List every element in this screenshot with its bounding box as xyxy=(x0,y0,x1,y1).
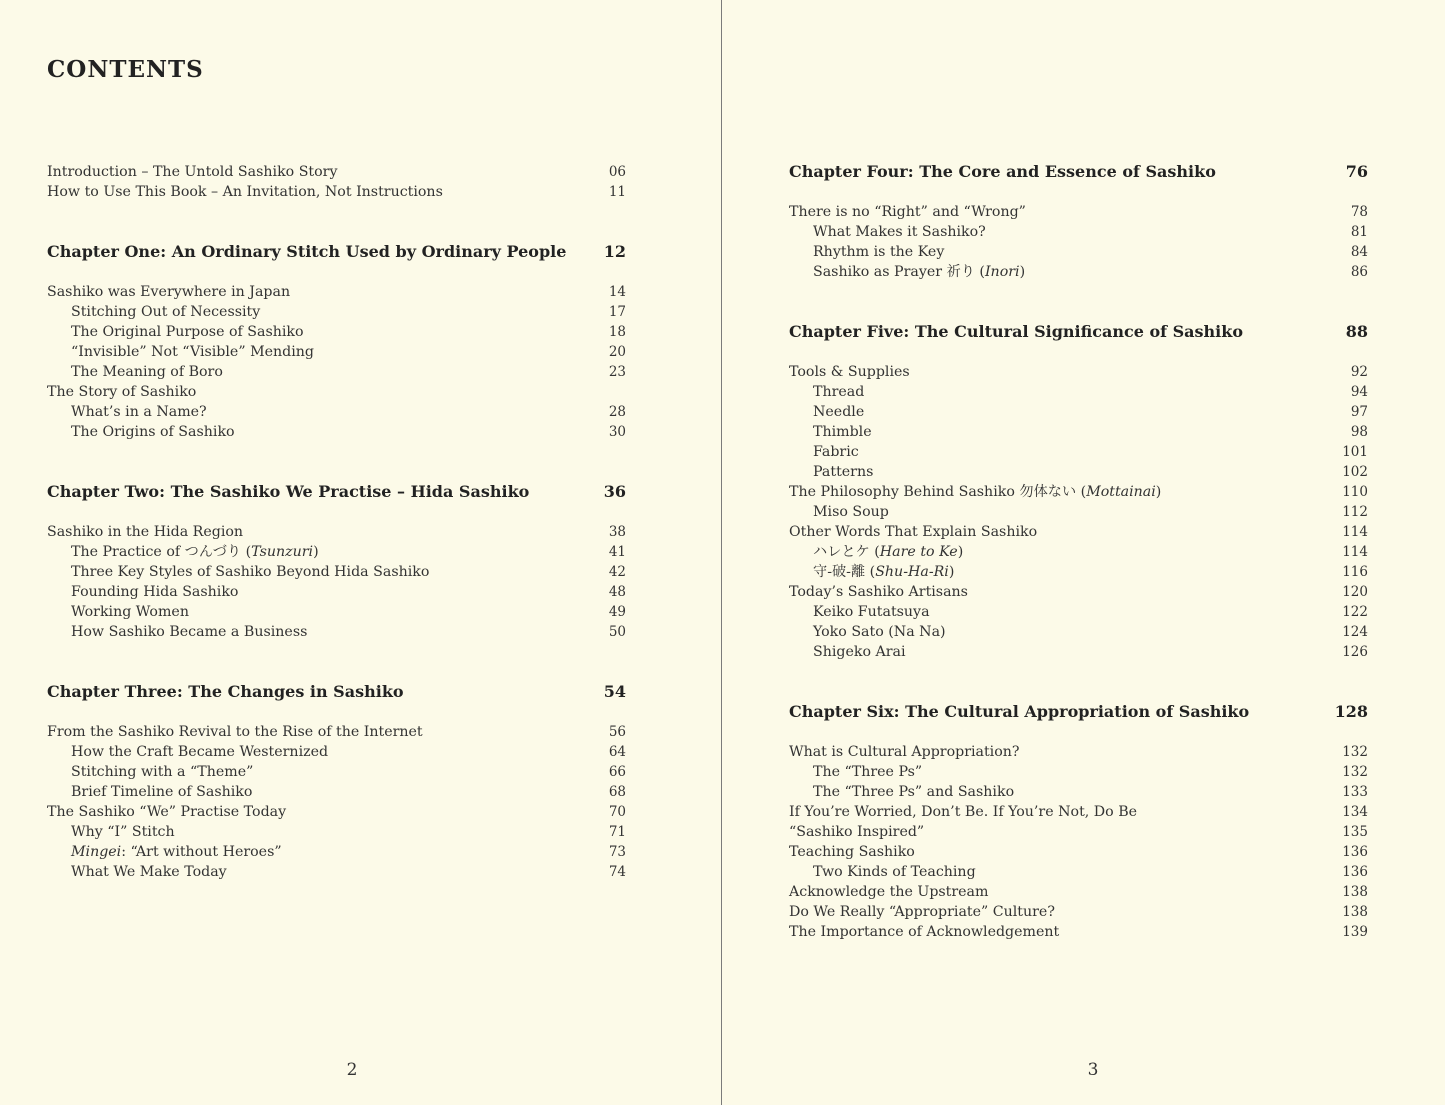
toc-subentry[interactable] xyxy=(789,382,1368,402)
entry-page: 74 xyxy=(608,864,626,880)
toc-subentry[interactable] xyxy=(47,402,626,422)
entry-page: 138 xyxy=(1342,884,1368,900)
toc-entry[interactable] xyxy=(47,802,626,822)
chapter-heading-6[interactable] xyxy=(789,702,1368,722)
chapter-title: Chapter Three: The Changes in Sashiko xyxy=(47,682,404,701)
toc-subentry[interactable] xyxy=(789,862,1368,882)
entry-page: 120 xyxy=(1342,584,1368,600)
toc-entry[interactable] xyxy=(47,722,626,742)
entry-title: Keiko Futatsuya xyxy=(813,604,930,620)
entry-title: Teaching Sashiko xyxy=(789,844,915,860)
entry-title: The Original Purpose of Sashiko xyxy=(71,324,304,340)
toc-subentry[interactable] xyxy=(789,422,1368,442)
toc-subentry[interactable] xyxy=(789,502,1368,522)
entry-title: Stitching Out of Necessity xyxy=(71,304,261,320)
toc-subentry[interactable] xyxy=(47,422,626,442)
entry-title: Sashiko was Everywhere in Japan xyxy=(47,284,291,300)
entry-page: 06 xyxy=(608,164,626,180)
entry-page: 124 xyxy=(1342,624,1368,640)
toc-subentry[interactable] xyxy=(789,402,1368,422)
entry-title: If You’re Worried, Don’t Be. If You’re Not, Do Be xyxy=(789,804,1138,820)
contents-heading: CONTENTS xyxy=(47,56,204,83)
entry-title: There is no “Right” and “Wrong” xyxy=(789,204,1026,220)
toc-entry[interactable] xyxy=(789,582,1368,602)
entry-title: Fabric xyxy=(813,444,859,460)
entry-title: Yoko Sato (Na Na) xyxy=(813,624,946,640)
chapter-page: 12 xyxy=(603,242,626,261)
entry-page: 126 xyxy=(1342,644,1368,660)
toc-subentry[interactable] xyxy=(47,862,626,882)
entry-page: 14 xyxy=(608,284,626,300)
entry-title: Rhythm is the Key xyxy=(813,244,945,260)
entry-title: Thread xyxy=(813,384,865,400)
entry-title: The Story of Sashiko xyxy=(47,384,197,400)
entry-page: 81 xyxy=(1350,224,1368,240)
chapter-page: 76 xyxy=(1345,162,1368,181)
entry-page: 136 xyxy=(1342,864,1368,880)
toc-subentry[interactable] xyxy=(47,322,626,342)
entry-page: 49 xyxy=(608,604,626,620)
entry-page: 110 xyxy=(1342,484,1368,500)
entry-title: Two Kinds of Teaching xyxy=(813,864,976,880)
toc-entry[interactable] xyxy=(789,902,1368,922)
entry-title: What We Make Today xyxy=(71,864,227,880)
entry-page: 42 xyxy=(608,564,626,580)
entry-title: Miso Soup xyxy=(813,504,889,520)
entry-page: 68 xyxy=(608,784,626,800)
toc-subentry[interactable] xyxy=(47,622,626,642)
entry-page: 132 xyxy=(1342,744,1368,760)
entry-title: The Philosophy Behind Sashiko 勿体ない (Mottainai) xyxy=(789,484,1162,500)
entry-page: 64 xyxy=(608,744,626,760)
entry-page: 17 xyxy=(608,304,626,320)
entry-page: 18 xyxy=(608,324,626,340)
entry-title: Needle xyxy=(813,404,865,420)
toc-entry[interactable] xyxy=(47,382,626,402)
entry-page: 30 xyxy=(608,424,626,440)
entry-page: 28 xyxy=(608,404,626,420)
toc-subentry[interactable] xyxy=(47,762,626,782)
page-number: 2 xyxy=(346,1060,358,1080)
entry-page: 132 xyxy=(1342,764,1368,780)
toc-entry[interactable] xyxy=(789,882,1368,902)
toc-entry[interactable] xyxy=(789,522,1368,542)
entry-title: The Practice of つんづり (Tsunzuri) xyxy=(71,544,319,560)
left-page xyxy=(0,0,721,1105)
entry-title: The Sashiko “We” Practise Today xyxy=(47,804,287,820)
entry-title: Patterns xyxy=(813,464,874,480)
chapter-heading-2[interactable] xyxy=(47,482,626,502)
entry-title: “Sashiko Inspired” xyxy=(789,824,925,840)
toc-entry[interactable] xyxy=(789,742,1368,762)
chapter-heading-3[interactable] xyxy=(47,682,626,702)
toc-subentry[interactable] xyxy=(47,302,626,322)
entry-page: 133 xyxy=(1342,784,1368,800)
toc-subentry[interactable] xyxy=(47,342,626,362)
entry-title: Do We Really “Appropriate” Culture? xyxy=(789,904,1055,920)
entry-title: Introduction – The Untold Sashiko Story xyxy=(47,164,338,180)
entry-title: Thimble xyxy=(813,424,872,440)
entry-page: 135 xyxy=(1342,824,1368,840)
toc-subentry[interactable] xyxy=(789,542,1368,562)
toc-entry[interactable] xyxy=(789,482,1368,502)
entry-page: 134 xyxy=(1342,804,1368,820)
entry-title: Founding Hida Sashiko xyxy=(71,584,239,600)
entry-title: Other Words That Explain Sashiko xyxy=(789,524,1038,540)
entry-page: 94 xyxy=(1350,384,1368,400)
entry-page: 48 xyxy=(608,584,626,600)
entry-page: 112 xyxy=(1342,504,1368,520)
entry-title: Three Key Styles of Sashiko Beyond Hida Sashiko xyxy=(71,564,430,580)
toc-subentry[interactable] xyxy=(789,462,1368,482)
toc-subentry[interactable] xyxy=(789,602,1368,622)
chapter-page: 36 xyxy=(603,482,626,501)
entry-page: 20 xyxy=(608,344,626,360)
entry-title: Mingei: “Art without Heroes” xyxy=(71,844,282,860)
toc-entry[interactable] xyxy=(789,362,1368,382)
toc-entry[interactable] xyxy=(789,842,1368,862)
entry-title: ハレとケ (Hare to Ke) xyxy=(813,544,964,560)
entry-title: Today’s Sashiko Artisans xyxy=(789,584,968,600)
toc-entry[interactable] xyxy=(789,802,1368,822)
toc-subentry[interactable] xyxy=(47,602,626,622)
entry-title: The Origins of Sashiko xyxy=(71,424,235,440)
toc-subentry[interactable] xyxy=(789,242,1368,262)
toc-subentry[interactable] xyxy=(789,562,1368,582)
entry-page: 70 xyxy=(608,804,626,820)
chapter-title: Chapter Six: The Cultural Appropriation of Sashiko xyxy=(789,702,1250,721)
entry-page: 78 xyxy=(1350,204,1368,220)
entry-title: How the Craft Became Westernized xyxy=(71,744,329,760)
chapter-page: 88 xyxy=(1345,322,1368,341)
entry-page: 41 xyxy=(608,544,626,560)
toc-subentry[interactable] xyxy=(789,642,1368,662)
entry-title: The “Three Ps” and Sashiko xyxy=(813,784,1015,800)
toc-subentry[interactable] xyxy=(47,782,626,802)
entry-page: 56 xyxy=(608,724,626,740)
entry-title: From the Sashiko Revival to the Rise of the Internet xyxy=(47,724,423,740)
entry-page: 139 xyxy=(1342,924,1368,940)
entry-title: Working Women xyxy=(71,604,189,620)
toc-subentry[interactable] xyxy=(789,762,1368,782)
page-number: 3 xyxy=(1087,1060,1099,1080)
toc-entry[interactable] xyxy=(789,822,1368,842)
entry-page: 98 xyxy=(1350,424,1368,440)
toc-entry[interactable] xyxy=(47,162,626,182)
chapter-heading-4[interactable] xyxy=(789,162,1368,182)
entry-title: Acknowledge the Upstream xyxy=(789,884,989,900)
toc-subentry[interactable] xyxy=(47,582,626,602)
toc-subentry[interactable] xyxy=(47,562,626,582)
entry-page: 71 xyxy=(608,824,626,840)
entry-title: The Importance of Acknowledgement xyxy=(789,924,1060,940)
toc-subentry[interactable] xyxy=(47,842,626,862)
chapter-page: 54 xyxy=(603,682,626,701)
entry-page: 92 xyxy=(1350,364,1368,380)
entry-title: Why “I” Stitch xyxy=(71,824,175,840)
toc-left xyxy=(47,162,626,882)
toc-subentry[interactable] xyxy=(47,542,626,562)
toc-subentry[interactable] xyxy=(789,222,1368,242)
toc-entry[interactable] xyxy=(47,182,626,202)
toc-subentry[interactable] xyxy=(47,362,626,382)
toc-subentry[interactable] xyxy=(47,822,626,842)
entry-page: 73 xyxy=(608,844,626,860)
entry-page: 114 xyxy=(1342,544,1368,560)
entry-page: 86 xyxy=(1350,264,1368,280)
entry-page: 66 xyxy=(608,764,626,780)
entry-title: “Invisible” Not “Visible” Mending xyxy=(71,344,314,360)
toc-subentry[interactable] xyxy=(789,262,1368,282)
entry-title: How to Use This Book – An Invitation, Not Instructions xyxy=(47,184,443,200)
right-page xyxy=(723,0,1445,1105)
entry-page: 23 xyxy=(608,364,626,380)
entry-title: Sashiko as Prayer 祈り (Inori) xyxy=(813,264,1026,280)
toc-subentry[interactable] xyxy=(789,442,1368,462)
entry-title: What Makes it Sashiko? xyxy=(813,224,986,240)
chapter-title: Chapter One: An Ordinary Stitch Used by Ordinary People xyxy=(47,242,567,261)
chapter-page: 128 xyxy=(1334,702,1368,721)
entry-page: 50 xyxy=(608,624,626,640)
entry-page: 138 xyxy=(1342,904,1368,920)
book-gutter-divider xyxy=(721,0,722,1105)
toc-entry[interactable] xyxy=(789,202,1368,222)
toc-entry[interactable] xyxy=(789,922,1368,942)
chapter-heading-5[interactable] xyxy=(789,322,1368,342)
entry-page: 116 xyxy=(1342,564,1368,580)
entry-title: How Sashiko Became a Business xyxy=(71,624,308,640)
entry-title: What’s in a Name? xyxy=(71,404,207,420)
entry-title: The “Three Ps” xyxy=(813,764,923,780)
toc-entry[interactable] xyxy=(47,282,626,302)
entry-page: 38 xyxy=(608,524,626,540)
entry-title: Brief Timeline of Sashiko xyxy=(71,784,253,800)
toc-right xyxy=(789,162,1368,942)
toc-subentry[interactable] xyxy=(47,742,626,762)
entry-title: The Meaning of Boro xyxy=(71,364,223,380)
toc-entry[interactable] xyxy=(47,522,626,542)
chapter-title: Chapter Two: The Sashiko We Practise – Hida Sashiko xyxy=(47,482,530,501)
entry-page: 11 xyxy=(608,184,626,200)
entry-page: 97 xyxy=(1350,404,1368,420)
chapter-title: Chapter Five: The Cultural Significance of Sashiko xyxy=(789,322,1244,341)
entry-title: What is Cultural Appropriation? xyxy=(789,744,1020,760)
toc-subentry[interactable] xyxy=(789,782,1368,802)
entry-page: 102 xyxy=(1342,464,1368,480)
entry-page: 122 xyxy=(1342,604,1368,620)
entry-title: 守-破-離 (Shu-Ha-Ri) xyxy=(813,564,955,580)
entry-title: Sashiko in the Hida Region xyxy=(47,524,244,540)
entry-title: Stitching with a “Theme” xyxy=(71,764,254,780)
entry-page: 114 xyxy=(1342,524,1368,540)
entry-title: Shigeko Arai xyxy=(813,644,906,660)
chapter-heading-1[interactable] xyxy=(47,242,626,262)
chapter-title: Chapter Four: The Core and Essence of Sashiko xyxy=(789,162,1216,181)
entry-page: 101 xyxy=(1342,444,1368,460)
entry-title: Tools & Supplies xyxy=(789,364,910,380)
toc-subentry[interactable] xyxy=(789,622,1368,642)
entry-page: 136 xyxy=(1342,844,1368,860)
entry-page: 84 xyxy=(1350,244,1368,260)
